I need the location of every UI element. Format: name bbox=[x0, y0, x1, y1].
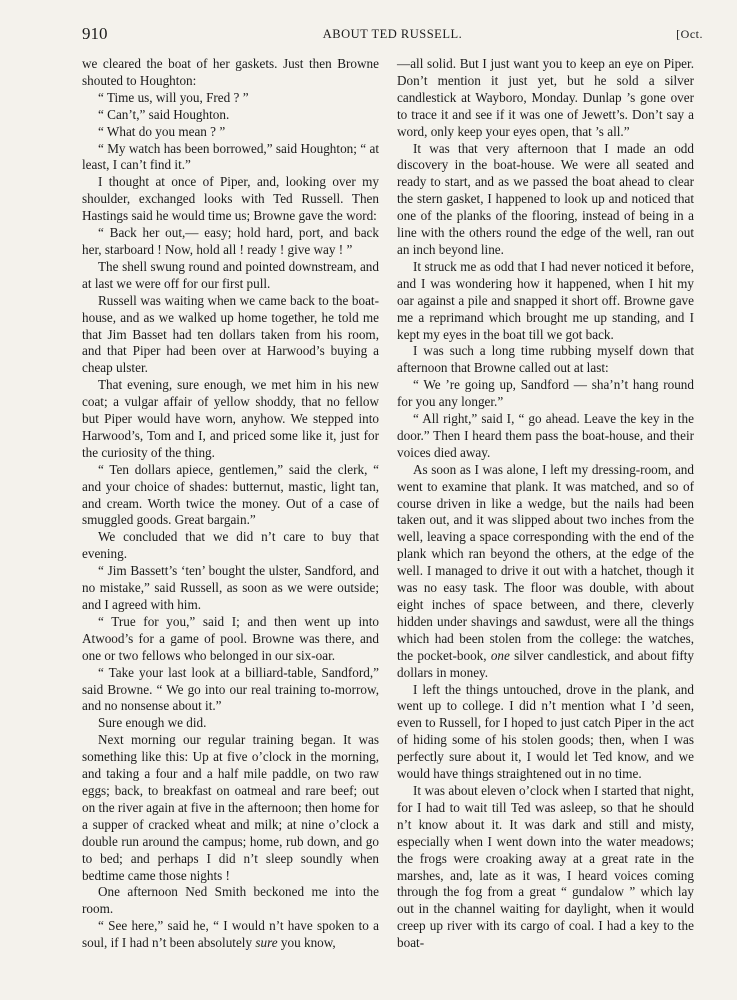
paragraph: —all solid. But I just want you to keep an eye on Piper. Don’t mention it just yet, but he sold a silver candlestick at Wayboro, Monday. Dunlap ’s gone over to trace it and see if it was one of Jewett’s. Don’t say a word, only keep your eyes open, that ’s all.” bbox=[397, 56, 694, 139]
paragraph: Next morning our regular training began. It was something like this: Up at five o’clock in the morning, and taking a four and a half mile paddle, on two raw eggs; back, to breakfast on oatmeal and rare beef; out on the river again at five in the afternoon; then home for a supper of cracked wheat and milk; at nine o’clock a double run around the campus; home, rub down, and go to bed; and perhaps I did n’t sleep soundly when bedtime came those nights ! bbox=[82, 732, 379, 883]
running-header bbox=[82, 26, 703, 48]
paragraph: we cleared the boat of her gaskets. Just then Browne shouted to Houghton: bbox=[82, 56, 379, 88]
paragraph: The shell swung round and pointed downstream, and at last we were off for our first pull. bbox=[82, 258, 379, 291]
paragraph: I thought at once of Piper, and, looking over my shoulder, exchanged looks with Ted Russell. Then Hastings said he would time us; Browne gave the word: bbox=[82, 174, 379, 224]
running-title: ABOUT TED RUSSELL. bbox=[322, 27, 463, 41]
paragraph: “ Ten dollars apiece, gentlemen,” said the clerk, “ and your choice of shades: butternut, mastic, light tan, and cream. Worth twice the money. Out of a case of smuggled goods. Great bargain.” bbox=[82, 461, 379, 528]
paragraph: “ All right,” said I, “ go ahead. Leave the key in the door.” Then I heard them pass the boat-house, and their voices died away. bbox=[397, 411, 694, 460]
left-column bbox=[82, 56, 379, 952]
paragraph: “ What do you mean ? ” bbox=[98, 123, 226, 139]
issue-month: [Oct. bbox=[676, 27, 703, 41]
paragraph: “ We ’re going up, Sandford — sha’n’t hang round for you any longer.” bbox=[397, 377, 694, 410]
paragraph: “ My watch has been borrowed,” said Houghton; “ at least, I can’t find it.” bbox=[82, 140, 379, 173]
paragraph: I was such a long time rubbing myself down that afternoon that Browne called out at last: bbox=[397, 343, 694, 376]
emphasis-text: one bbox=[490, 647, 510, 663]
text-run: you know, bbox=[277, 935, 336, 951]
paragraph: It was that very afternoon that I made an odd discovery in the boat-house. We were all seated and ready to start, and as we passed the boat ahead to clear the stern gasket, I happened to look up and noticed that one of the planks of the flooring, instead of being in a line with the others round the edge of the well, ran out an inch beyond line. bbox=[397, 140, 694, 257]
paragraph: “ Time us, will you, Fred ? ” bbox=[98, 89, 249, 105]
right-column bbox=[397, 56, 694, 952]
paragraph: “ Back her out,— easy; hold hard, port, and back her, starboard ! Now, hold all ! ready ! give way ! ” bbox=[82, 225, 379, 257]
page-number: 910 bbox=[82, 24, 108, 43]
paragraph: “ True for you,” said I; and then went up into Atwood’s for a game of pool. Browne was there, and one or two fellows who belonged in our six-oar. bbox=[82, 613, 379, 663]
paragraph-ned-smith bbox=[82, 918, 379, 952]
paragraph: Russell was waiting when we came back to the boat-house, and as we walked up home together, he told me that Jim Basset had ten dollars taken from his room, and that Piper had been over at Harwood’s buying a cheap ulster. bbox=[82, 292, 379, 376]
text-run: silver candlestick, and about fifty dollars in money. bbox=[397, 647, 695, 680]
paragraph: I left the things untouched, drove in the plank, and went up to college. I did n’t mention what I ’d seen, even to Russell, for I hoped to just catch Piper in the act of hiding some of his stolen goods; then, when I was perfectly sure about it, I would let Ted know, and we would have things straightened out in no time. bbox=[397, 681, 694, 782]
paragraph: One afternoon Ned Smith beckoned me into the room. bbox=[82, 884, 379, 917]
paragraph: “ Jim Bassett’s ‘ten’ bought the ulster, Sandford, and no mistake,” said Russell, as soon as we were outside; and I agreed with him. bbox=[82, 563, 379, 612]
paragraph: Sure enough we did. bbox=[98, 715, 207, 731]
text-run: As soon as I was alone, I left my dressing-room, and went to examine that plank. It was matched, and so of course driven in like a wedge, but the nails had been taken out, and it was slipped about two inches from the well, leaving a space corresponding with the end of the plank which ran beyond the others, at the edge of the well. I managed to drive it out with a hatchet, though it was no easy task. The floor was double, with about eight inches of space between, and there, cleverly hidden under shavings and sawdust, were all the things which had been stolen from the college: the watches, the pocket-book, bbox=[397, 461, 694, 663]
paragraph: We concluded that we did n’t care to buy that evening. bbox=[82, 529, 379, 562]
paragraph: “ Can’t,” said Houghton. bbox=[98, 106, 230, 122]
text-run: “ See here,” said he, “ I would n’t have spoken to a soul, if I had n’t been absolutely bbox=[82, 918, 379, 951]
emphasis-text: sure bbox=[255, 935, 278, 951]
paragraph: That evening, sure enough, we met him in his new coat; a vulgar affair of yellow shoddy, that no fellow but Piper would have worn, anyhow. We stepped into Harwood’s, Tom and I, and priced some like it, just for the curiosity of the thing. bbox=[82, 377, 379, 460]
paragraph: It struck me as odd that I had never noticed it before, and I was wondering how it happened, when I hit my oar against a pile and snapped it short off. Browne gave me a reprimand which brought me up standing, and I kept my eyes in the boat till we got back. bbox=[397, 258, 694, 342]
paragraph-plank bbox=[397, 462, 694, 682]
paragraph: It was about eleven o’clock when I started that night, for I had to wait till Ted was asleep, so that he should n’t know about it. It was dark and still and misty, especially when I went down into the water meadows; the frogs were croaking away at a great rate in the marshes, and, late as it was, I heard voices coming through the fog from a great “ gundalow ” which lay out in the channel waiting for daylight, when it would creep up river with its cargo of coal. I had a key to the boat- bbox=[397, 782, 694, 951]
paragraph: “ Take your last look at a billiard-table, Sandford,” said Browne. “ We go into our real training to-morrow, and no nonsense about it.” bbox=[82, 664, 379, 714]
